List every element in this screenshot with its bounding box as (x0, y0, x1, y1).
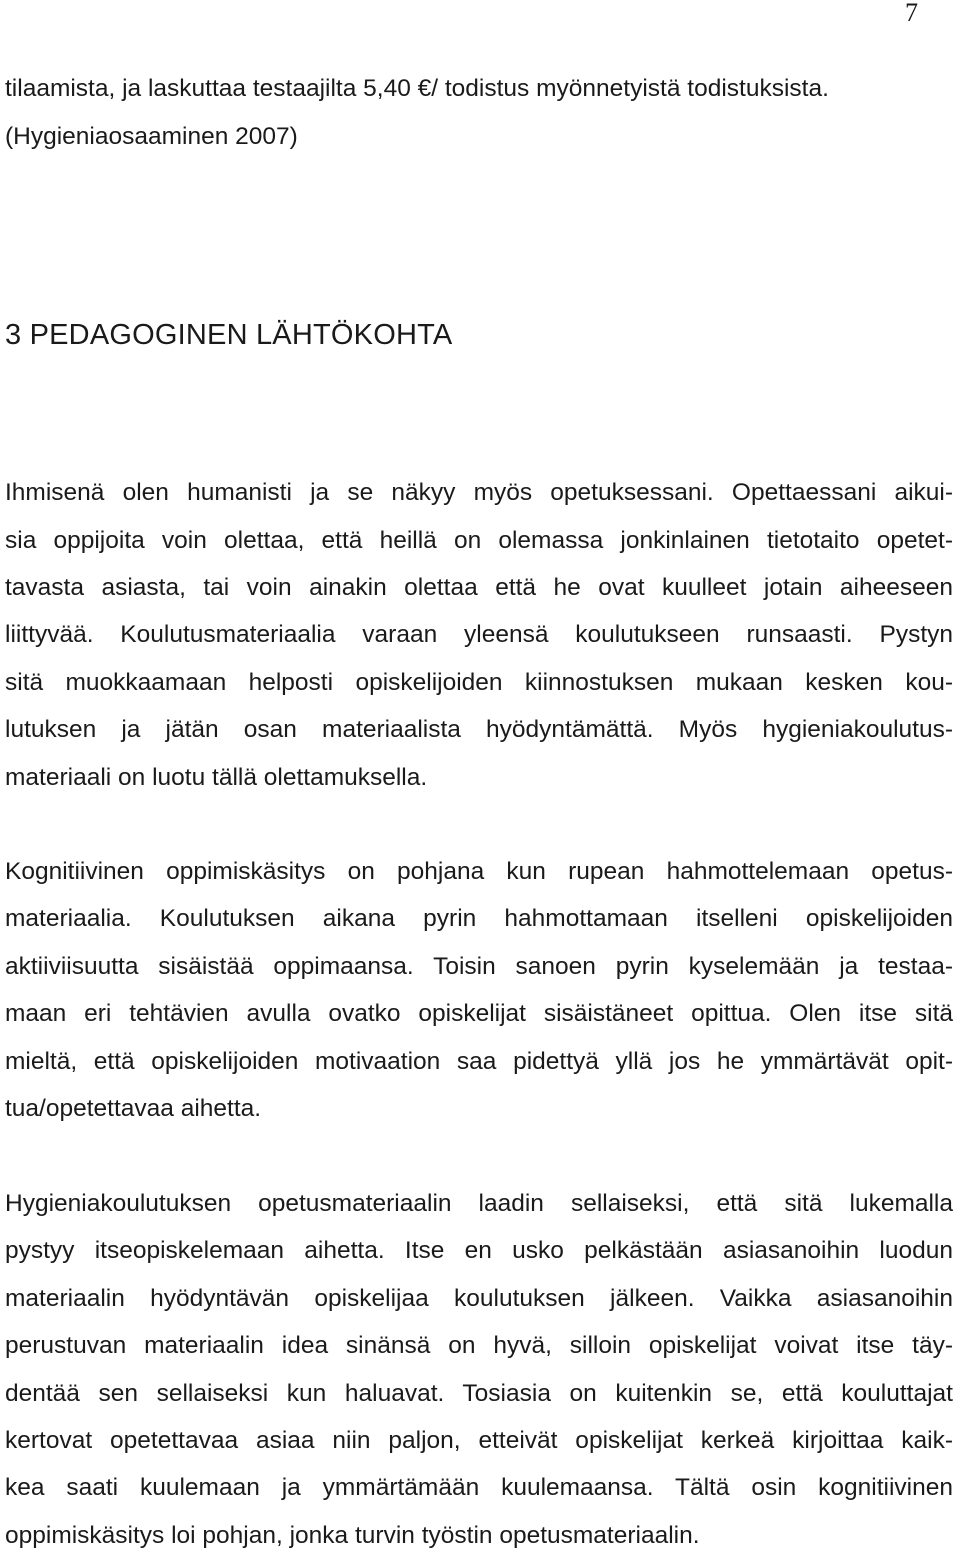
paragraph-line: perustuvan materiaalin idea sinänsä on hyvä, silloin opiskelijat voivat itse täy- (5, 1332, 953, 1359)
paragraph-line: materiaalin hyödyntävän opiskelijaa koulutuksen jälkeen. Vaikka asiasanoihin (5, 1285, 953, 1312)
paragraph-line: maan eri tehtävien avulla ovatko opiskelijat sisäistäneet opittua. Olen itse sitä (5, 1000, 953, 1027)
paragraph-line: kea saati kuulemaan ja ymmärtämään kuulemaansa. Tältä osin kognitiivinen (5, 1474, 953, 1501)
paragraph-line: lutuksen ja jätän osan materiaalista hyödyntämättä. Myös hygieniakoulutus- (5, 716, 953, 743)
paragraph-line: oppimiskäsitys loi pohjan, jonka turvin työstin opetusmateriaalin. (5, 1522, 700, 1549)
paragraph-line: sitä muokkaamaan helposti opiskelijoiden kiinnostuksen mukaan kesken kou- (5, 669, 953, 696)
paragraph-line: tavasta asiasta, tai voin ainakin olettaa että he ovat kuulleet jotain aiheeseen (5, 574, 953, 601)
paragraph-line: tua/opetettavaa aihetta. (5, 1095, 262, 1122)
paragraph-line: dentää sen sellaiseksi kun haluavat. Tosiasia on kuitenkin se, että kouluttajat (5, 1380, 953, 1407)
paragraph-line: Ihmisenä olen humanisti ja se näkyy myös opetuksessani. Opettaessani aikui- (5, 479, 953, 506)
paragraph-line: mieltä, että opiskelijoiden motivaation saa pidettyä yllä jos he ymmärtävät opit- (5, 1048, 953, 1075)
paragraph-line: sia oppijoita voin olettaa, että heillä on olemassa jonkinlainen tietotaito opetet- (5, 527, 953, 554)
paragraph-line: pystyy itseopiskelemaan aihetta. Itse en usko pelkästään asiasanoihin luodun (5, 1237, 953, 1264)
intro-line: (Hygieniaosaaminen 2007) (5, 123, 298, 150)
paragraph-line: aktiiviisuutta sisäistää oppimaansa. Toisin sanoen pyrin kyselemään ja testaa- (5, 953, 953, 980)
paragraph-line: Hygieniakoulutuksen opetusmateriaalin laadin sellaiseksi, että sitä lukemalla (5, 1190, 953, 1217)
paragraph-line: materiaalia. Koulutuksen aikana pyrin hahmottamaan itselleni opiskelijoiden (5, 905, 953, 932)
paragraph-line: kertovat opetettavaa asiaa niin paljon, etteivät opiskelijat kerkeä kirjoittaa kaik- (5, 1427, 953, 1454)
page-number: 7 (905, 0, 918, 27)
paragraph-line: liittyvää. Koulutusmateriaalia varaan yleensä koulutukseen runsaasti. Pystyn (5, 621, 953, 648)
paragraph-line: materiaali on luotu tällä olettamuksella. (5, 764, 428, 791)
section-heading: 3 PEDAGOGINEN LÄHTÖKOHTA (5, 319, 453, 351)
paragraph-line: Kognitiivinen oppimiskäsitys on pohjana kun rupean hahmottelemaan opetus- (5, 858, 953, 885)
intro-line: tilaamista, ja laskuttaa testaajilta 5,40 €/ todistus myönnetyistä todistuksista. (5, 75, 829, 102)
